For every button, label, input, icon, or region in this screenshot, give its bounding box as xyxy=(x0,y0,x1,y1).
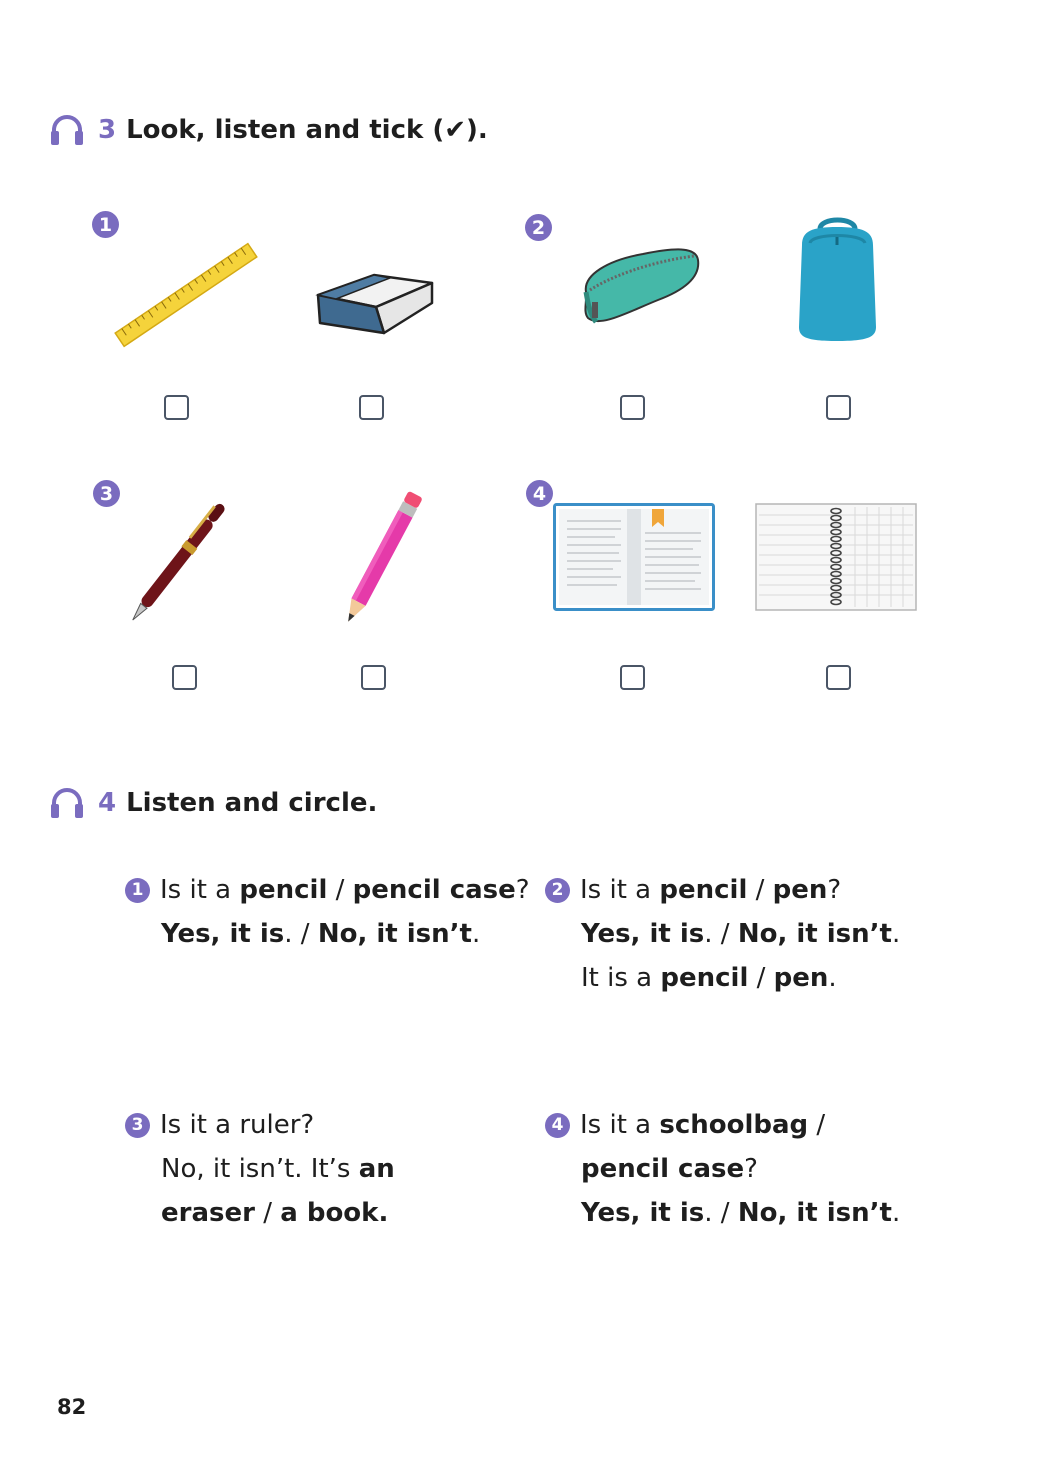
page-number: 82 xyxy=(57,1395,87,1419)
separator: . / xyxy=(704,919,738,949)
question-1-line-2 xyxy=(125,912,530,956)
question-text: Is it a xyxy=(160,875,240,905)
tick-box-ruler[interactable] xyxy=(164,395,189,420)
exercise-4-title: Listen and circle. xyxy=(126,788,378,818)
question-1-line-1 xyxy=(160,868,530,912)
question-2 xyxy=(545,868,900,1000)
question-3 xyxy=(125,1103,395,1235)
headphones-icon[interactable] xyxy=(50,114,84,146)
separator: / xyxy=(747,875,773,905)
schoolbag-image xyxy=(790,215,885,345)
separator: / xyxy=(748,963,774,993)
option-pencil-case[interactable]: pencil case xyxy=(352,875,516,905)
book-image xyxy=(553,503,715,611)
punctuation: ? xyxy=(744,1154,758,1184)
headphones-icon[interactable] xyxy=(50,787,84,819)
tick-box-notebook[interactable] xyxy=(826,665,851,690)
pen-image xyxy=(115,485,250,630)
tick-box-pen[interactable] xyxy=(172,665,197,690)
question-4 xyxy=(545,1103,900,1235)
pencil-case-image xyxy=(578,240,703,340)
question-2-line-1 xyxy=(580,868,841,912)
tick-box-pencil[interactable] xyxy=(361,665,386,690)
group-3-badge: 3 xyxy=(93,480,120,507)
question-3-line-3 xyxy=(125,1191,395,1235)
question-2-line-2 xyxy=(545,912,900,956)
punctuation: . xyxy=(471,919,481,949)
question-text: Is it a xyxy=(580,1110,660,1140)
punctuation: . xyxy=(891,919,901,949)
question-1-badge: 1 xyxy=(125,878,150,903)
question-3-badge: 3 xyxy=(125,1113,150,1138)
group-4-badge: 4 xyxy=(526,480,553,507)
question-4-line-1 xyxy=(580,1103,825,1147)
tick-box-pencil-case[interactable] xyxy=(620,395,645,420)
separator: . / xyxy=(704,1198,738,1228)
option-no[interactable]: No, it isn’t xyxy=(317,919,472,949)
ruler-image xyxy=(112,240,260,350)
question-1 xyxy=(125,868,530,956)
punctuation: . xyxy=(378,1198,389,1228)
option-pencil[interactable]: pencil xyxy=(660,963,749,993)
question-text: Is it a xyxy=(580,875,660,905)
question-3-line-1: Is it a ruler? xyxy=(160,1110,315,1140)
punctuation: ? xyxy=(515,875,530,905)
notebook-image xyxy=(755,503,917,611)
option-a-book[interactable]: a book xyxy=(280,1198,379,1228)
option-an[interactable]: an xyxy=(358,1154,395,1184)
separator: . / xyxy=(284,919,318,949)
separator: / xyxy=(808,1110,826,1140)
option-schoolbag[interactable]: schoolbag xyxy=(659,1110,809,1140)
question-4-line-2 xyxy=(545,1147,900,1191)
punctuation: ? xyxy=(827,875,842,905)
tick-box-eraser[interactable] xyxy=(359,395,384,420)
question-2-line-3 xyxy=(545,956,900,1000)
option-yes[interactable]: Yes, it is xyxy=(161,919,285,949)
exercise-4-number: 4 xyxy=(98,788,117,818)
punctuation: . xyxy=(828,963,837,993)
option-pencil[interactable]: pencil xyxy=(659,875,748,905)
option-pencil-case[interactable]: pencil case xyxy=(581,1154,745,1184)
option-eraser[interactable]: eraser xyxy=(161,1198,255,1228)
question-3-line-2 xyxy=(125,1147,395,1191)
tick-box-book[interactable] xyxy=(620,665,645,690)
exercise-3-title: Look, listen and tick (✔). xyxy=(126,115,488,145)
question-2-badge: 2 xyxy=(545,878,570,903)
pencil-image xyxy=(325,488,440,628)
option-no[interactable]: No, it isn’t xyxy=(737,919,892,949)
statement-text: No, it isn’t. It’s xyxy=(161,1154,359,1184)
exercise-3-number: 3 xyxy=(98,115,117,145)
group-1-badge: 1 xyxy=(92,211,119,238)
question-4-badge: 4 xyxy=(545,1113,570,1138)
punctuation: . xyxy=(891,1198,901,1228)
option-pen[interactable]: pen xyxy=(773,963,829,993)
statement-text: It is a xyxy=(581,963,661,993)
option-pencil[interactable]: pencil xyxy=(239,875,328,905)
exercise-4-heading xyxy=(50,787,377,819)
group-2-badge: 2 xyxy=(525,214,552,241)
separator: / xyxy=(254,1198,281,1228)
option-yes[interactable]: Yes, it is xyxy=(581,1198,705,1228)
option-pen[interactable]: pen xyxy=(772,875,828,905)
exercise-3-heading xyxy=(50,114,488,146)
question-4-line-3 xyxy=(545,1191,900,1235)
tick-box-schoolbag[interactable] xyxy=(826,395,851,420)
eraser-image xyxy=(312,255,437,345)
option-no[interactable]: No, it isn’t xyxy=(737,1198,892,1228)
option-yes[interactable]: Yes, it is xyxy=(581,919,705,949)
separator: / xyxy=(327,875,353,905)
